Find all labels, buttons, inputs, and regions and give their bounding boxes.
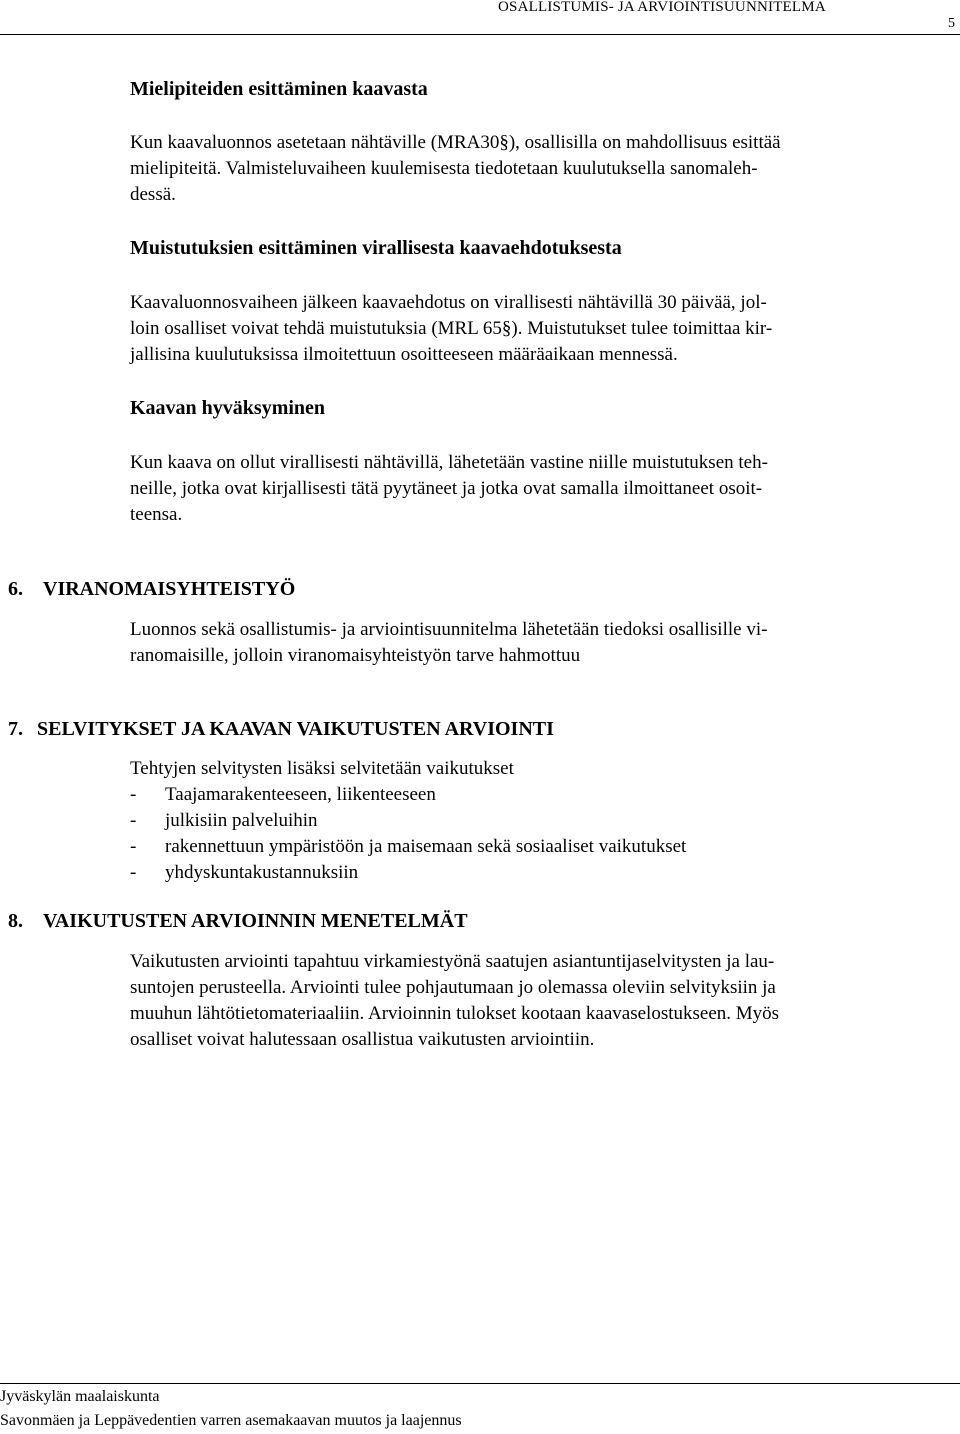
paragraph-line: teensa. <box>130 504 183 525</box>
section-7-number: 7. <box>8 718 23 740</box>
list-item: julkisiin palveluihin <box>165 810 318 831</box>
footer-rule <box>0 1383 960 1384</box>
paragraph-line: jallisina kuulutuksissa ilmoitettuun osoitteeseen määräaikaan mennessä. <box>130 344 678 365</box>
subheading-opinions: Mielipiteiden esittäminen kaavasta <box>130 78 428 100</box>
paragraph-line: suntojen perusteella. Arviointi tulee pohjautumaan jo olemassa oleviin selvityksiin ja <box>130 977 776 998</box>
page-number: 5 <box>948 16 955 31</box>
running-header-title: OSALLISTUMIS- JA ARVIOINTISUUNNITELMA <box>498 0 826 15</box>
paragraph-line: Kaavaluonnosvaiheen jälkeen kaavaehdotus on virallisesti nähtävillä 30 päivää, jol- <box>130 292 767 313</box>
paragraph-line: Kun kaava on ollut virallisesti nähtävillä, lähetetään vastine niille muistutuksen teh- <box>130 452 768 473</box>
bullet-dash: - <box>130 862 137 883</box>
list-item: yhdyskuntakustannuksiin <box>165 862 359 883</box>
footer-municipality: Jyväskylän maalaiskunta <box>0 1388 160 1405</box>
section-6-title: VIRANOMAISYHTEISTYÖ <box>43 578 296 600</box>
paragraph-line: Luonnos sekä osallistumis- ja arviointisuunnitelma lähetetään tiedoksi osallisille vi- <box>130 619 768 640</box>
paragraph-line: Vaikutusten arviointi tapahtuu virkamiestyönä saatujen asiantuntijaselvitysten ja lau- <box>130 951 775 972</box>
footer-plan-name: Savonmäen ja Leppävedentien varren asemakaavan muutos ja laajennus <box>0 1412 462 1429</box>
section-6-number: 6. <box>8 578 23 600</box>
header-rule <box>0 34 960 35</box>
bullet-dash: - <box>130 810 137 831</box>
paragraph-line: osalliset voivat halutessaan osallistua vaikutusten arviointiin. <box>130 1029 595 1050</box>
paragraph-line: mielipiteitä. Valmisteluvaiheen kuulemisesta tiedotetaan kuulutuksella sanomaleh- <box>130 158 758 179</box>
paragraph-line: Kun kaavaluonnos asetetaan nähtäville (MRA30§), osallisilla on mahdollisuus esittää <box>130 132 781 153</box>
subheading-approval: Kaavan hyväksyminen <box>130 397 326 419</box>
list-item: rakennettuun ympäristöön ja maisemaan sekä sosiaaliset vaikutukset <box>165 836 687 857</box>
section-8-number: 8. <box>8 910 23 932</box>
paragraph-line: loin osalliset voivat tehdä muistutuksia (MRL 65§). Muistutukset tulee toimittaa kir- <box>130 318 773 339</box>
paragraph-line: neille, jotka ovat kirjallisesti tätä pyytäneet ja jotka ovat samalla ilmoittaneet osoit- <box>130 478 763 499</box>
section-8-title: VAIKUTUSTEN ARVIOINNIN MENETELMÄT <box>43 910 468 932</box>
paragraph-line: ranomaisille, jolloin viranomaisyhteistyön tarve hahmottuu <box>130 645 581 666</box>
list-item: Taajamarakenteeseen, liikenteeseen <box>165 784 436 805</box>
paragraph-line: muuhun lähtötietomateriaaliin. Arvioinnin tulokset kootaan kaavaselostukseen. Myös <box>130 1003 780 1024</box>
bullet-dash: - <box>130 836 137 857</box>
bullet-dash: - <box>130 784 137 805</box>
subheading-remarks: Muistutuksien esittäminen virallisesta kaavaehdotuksesta <box>130 237 622 259</box>
section-7-intro: Tehtyjen selvitysten lisäksi selvitetään vaikutukset <box>130 758 514 779</box>
paragraph-line: dessä. <box>130 184 176 205</box>
section-7-title: SELVITYKSET JA KAAVAN VAIKUTUSTEN ARVIOINTI <box>37 718 554 740</box>
